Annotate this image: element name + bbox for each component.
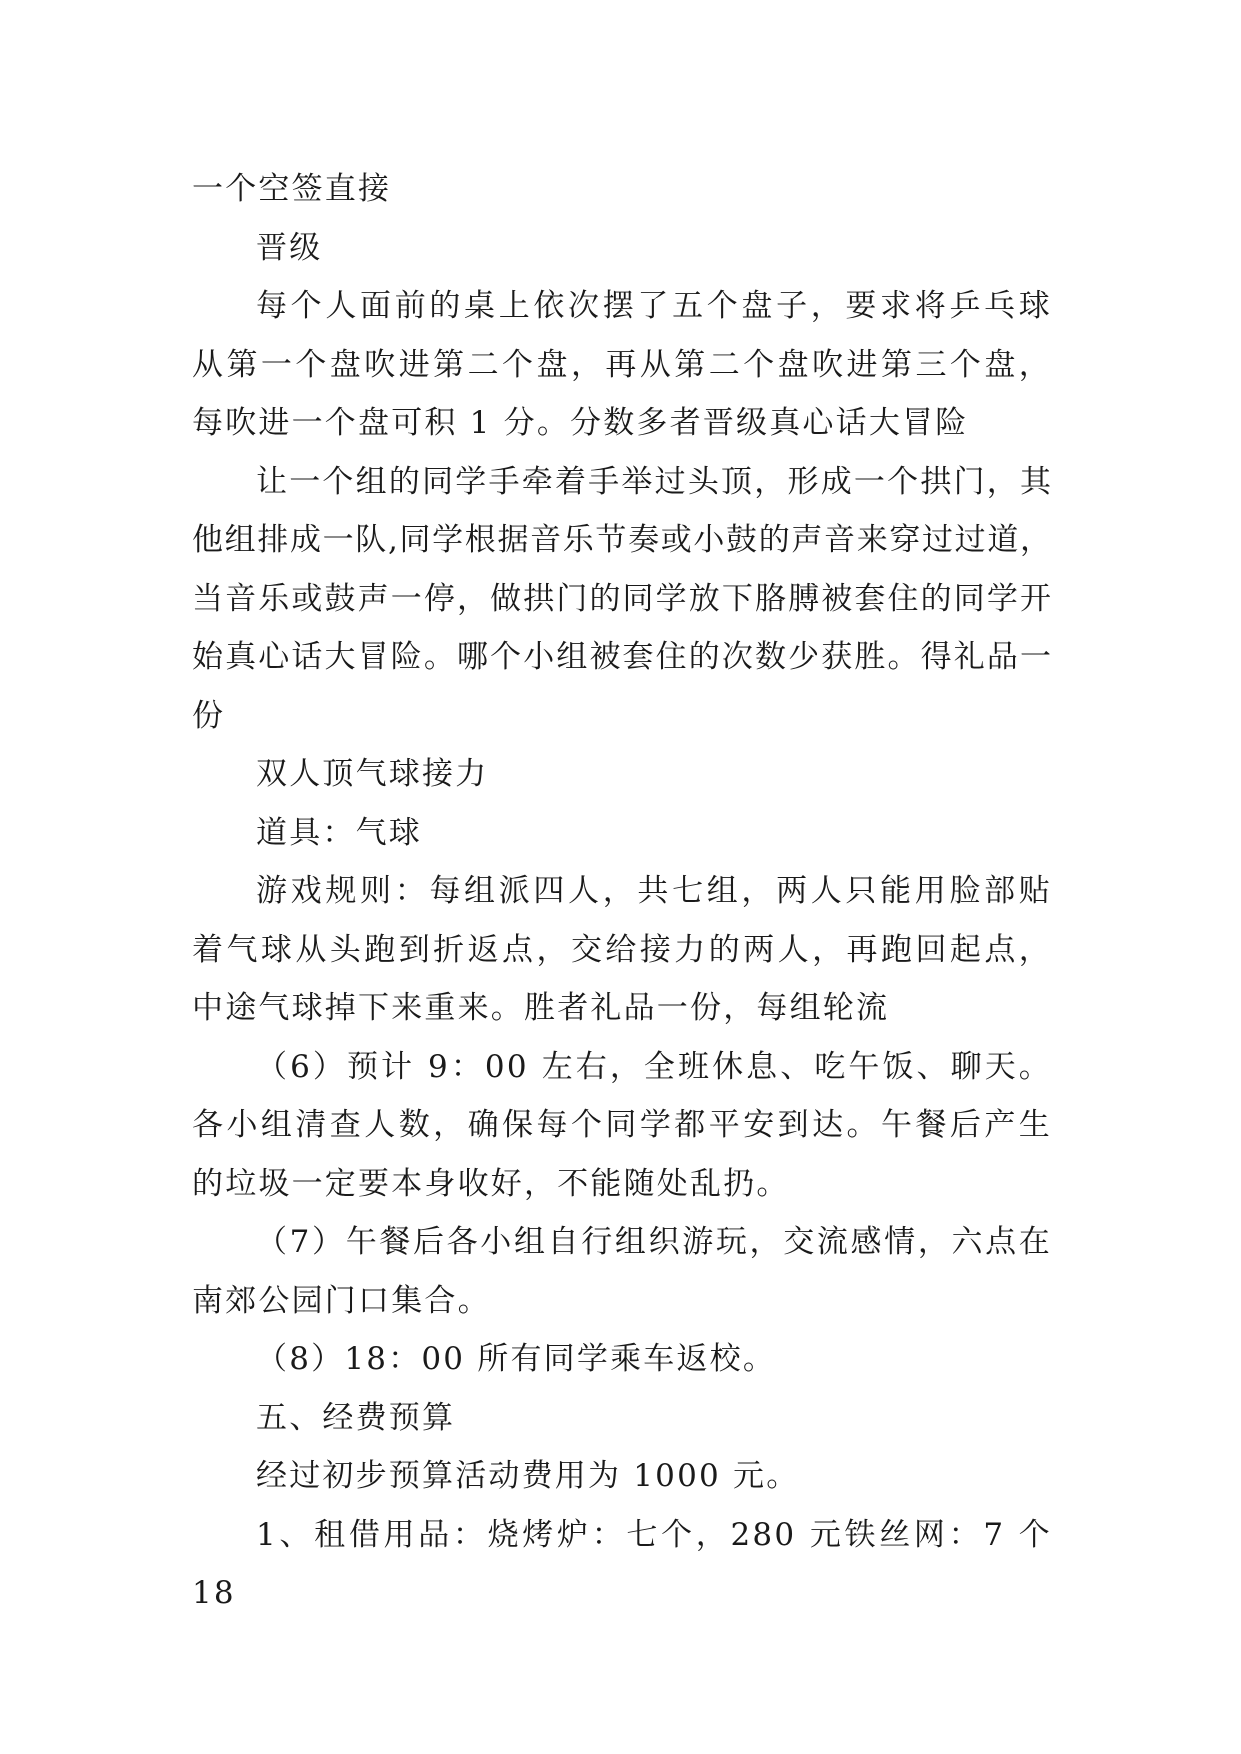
paragraph-step-7: （7）午餐后各小组自行组织游玩，交流感情，六点在南郊公园门口集合。	[192, 1224, 1052, 1319]
paragraph-budget-total: 经过初步预算活动费用为 1000 元。	[256, 1458, 800, 1494]
paragraph-rental-items: 1、租借用品：烧烤炉：七个，280 元铁丝网：7 个 18	[192, 1516, 1052, 1611]
paragraph-game-rules: 游戏规则：每组派四人，共七组，两人只能用脸部贴着气球从头跑到折返点，交给接力的两人，再跑回起点，中途气球掉下来重来。胜者礼品一份，每组轮流	[192, 873, 1052, 1026]
paragraph-props: 道具：气球	[256, 814, 422, 851]
paragraph-balloon-relay-title: 双人顶气球接力	[256, 756, 489, 792]
paragraph-step-8: （8）18：00 所有同学乘车返校。	[256, 1341, 777, 1377]
paragraph-advance: 晋级	[256, 229, 323, 266]
paragraph-pingpong-game: 每个人面前的桌上依次摆了五个盘子，要求将乒乓球从第一个盘吹进第二个盘，再从第二个盘吹进第三个盘，每吹进一个盘可积 1 分。分数多者晋级真心话大冒险	[192, 288, 1052, 441]
paragraph-continuation: 一个空签直接	[192, 171, 392, 207]
paragraph-step-6: （6）预计 9：00 左右，全班休息、吃午饭、聊天。各小组清查人数，确保每个同学都平安到达。午餐后产生的垃圾一定要本身收好，不能随处乱扔。	[192, 1048, 1052, 1202]
section-heading-budget: 五、经费预算	[256, 1399, 456, 1436]
document-page	[192, 160, 1052, 1623]
paragraph-arch-game: 让一个组的同学手牵着手举过头顶，形成一个拱门，其他组排成一队,同学根据音乐节奏或小鼓的声音来穿过过道，当音乐或鼓声一停，做拱门的同学放下胳膊被套住的同学开始真心话大冒险。哪个小组被套住的次数少获胜。得礼品一份	[192, 463, 1052, 734]
